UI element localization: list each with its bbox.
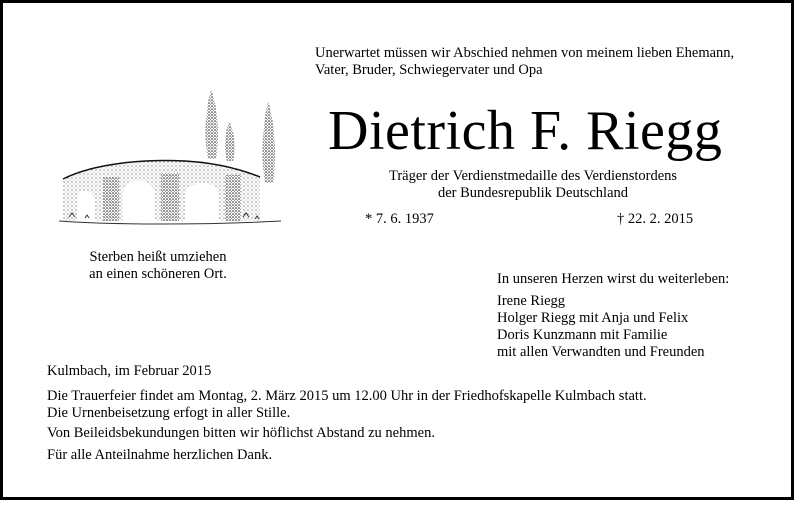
motto	[73, 249, 243, 283]
award-text	[373, 168, 693, 202]
mourner: Irene Riegg	[497, 293, 566, 309]
funeral-info	[47, 388, 647, 422]
bridge-with-cypress-trees-icon	[55, 81, 285, 231]
death-date: † 22. 2. 2015	[617, 211, 694, 227]
mourner: mit allen Verwandten und Freunden	[497, 344, 705, 360]
mourners-list	[497, 293, 705, 361]
place-date: Kulmbach, im Februar 2015	[47, 363, 212, 379]
condolences-note: Von Beileidsbekundungen bitten wir höflichst Abstand zu nehmen.	[47, 425, 435, 441]
award-line: Träger der Verdienstmedaille des Verdienstordens	[388, 168, 678, 184]
motto-line: Sterben heißt umziehen	[89, 249, 227, 265]
intro-line: Unerwartet müssen wir Abschied nehmen von meinem lieben Ehemann,	[315, 45, 735, 61]
mourner: Holger Riegg mit Anja und Felix	[497, 310, 689, 326]
deceased-name: Dietrich F. Riegg	[328, 100, 723, 162]
award-line: der Bundesrepublik Deutschland	[437, 185, 629, 201]
intro-text	[315, 45, 734, 79]
funeral-line: Die Trauerfeier findet am Montag, 2. März 2015 um 12.00 Uhr in der Friedhofskapelle Kulmbach statt.	[47, 388, 647, 404]
funeral-line: Die Urnenbeisetzung erfogt in aller Stille.	[47, 405, 291, 421]
mourner: Doris Kunzmann mit Familie	[497, 327, 668, 343]
motto-line: an einen schöneren Ort.	[89, 266, 227, 282]
closing-line: In unseren Herzen wirst du weiterleben:	[497, 271, 730, 287]
birth-date: * 7. 6. 1937	[365, 211, 434, 227]
thanks-line: Für alle Anteilnahme herzlichen Dank.	[47, 447, 273, 463]
intro-line: Vater, Bruder, Schwiegervater und Opa	[315, 62, 543, 78]
